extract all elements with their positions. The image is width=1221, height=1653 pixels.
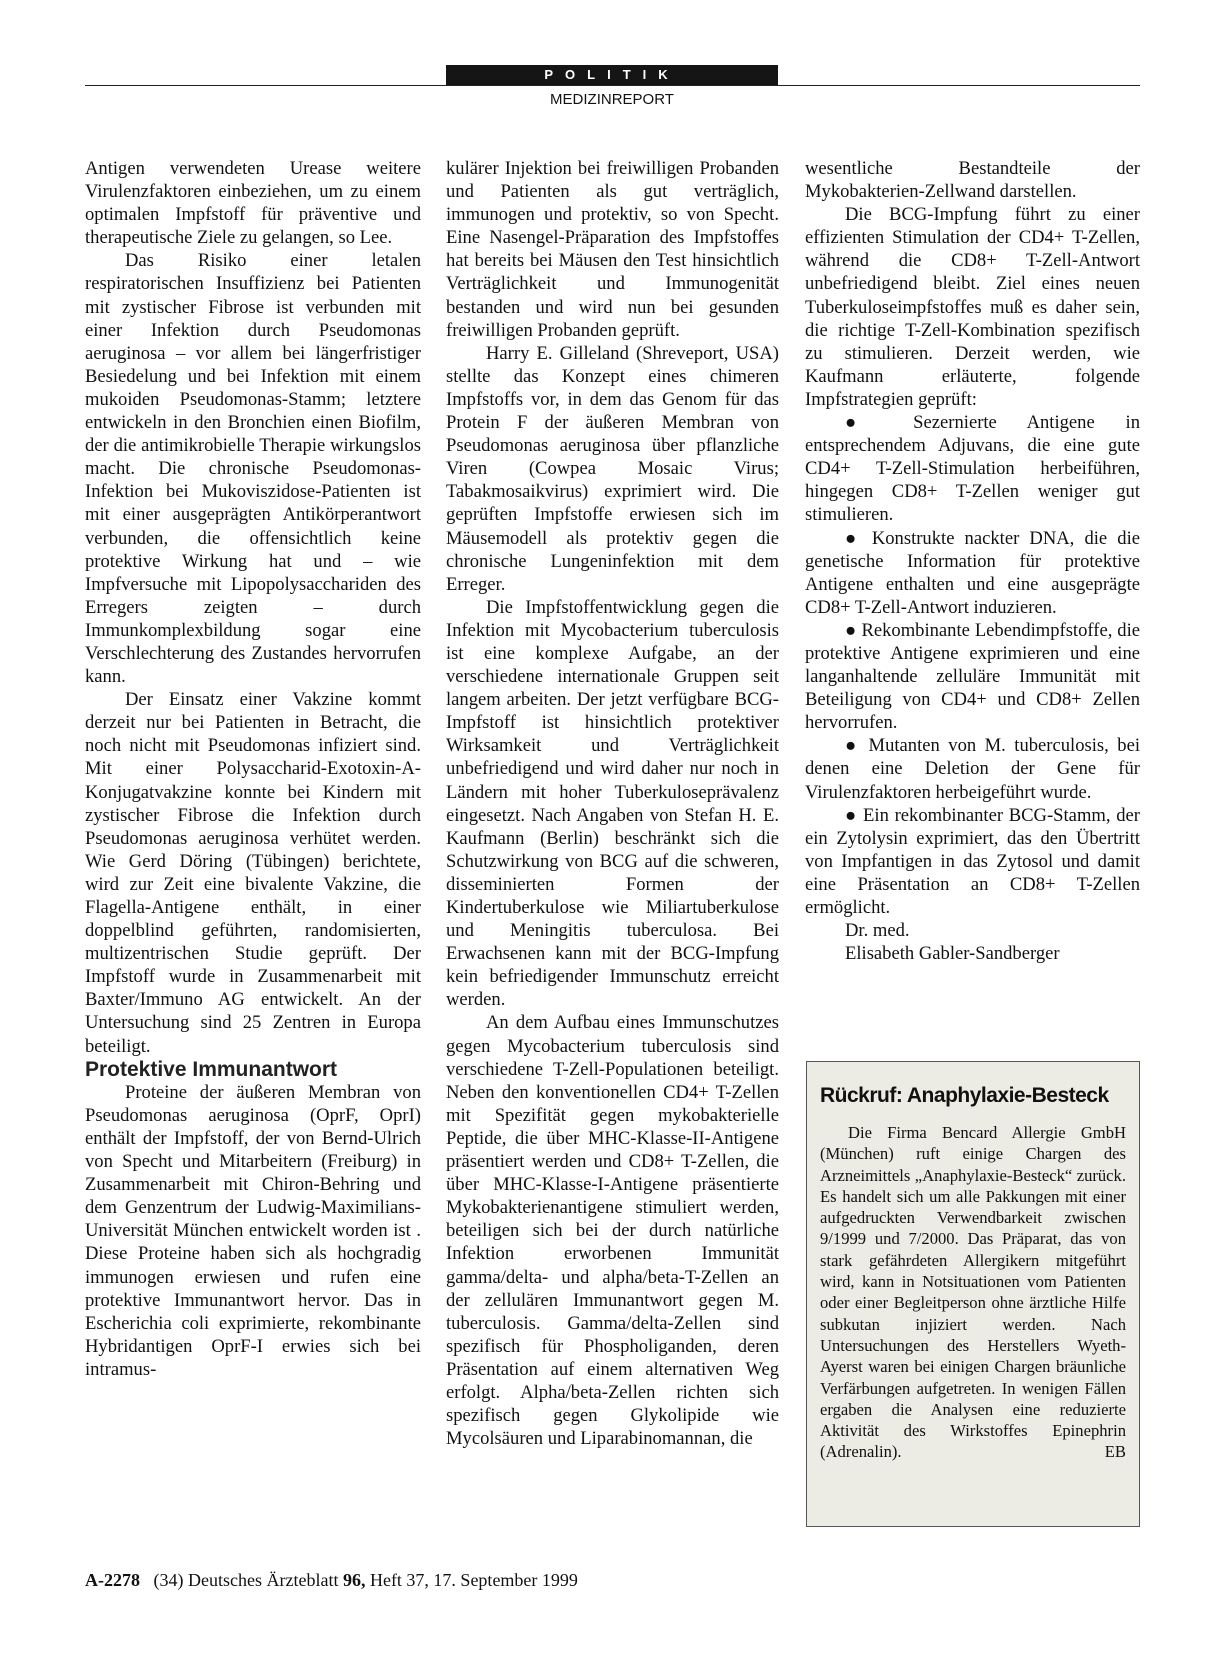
paragraph: Die BCG-Impfung führt zu einer effizienten Stimulation der CD4+ T-Zellen, während die CD8+ T-Zell-Antwort unbefriedigend bleibt. Ziel eines neuen Tuberkuloseimpfstoffes muß es daher sein, die richtige T-Zell-Kombination spezifisch zu stimulieren. Derzeit werden, wie Kaufmann erläuterte, folgende Impfstrategien geprüft: (805, 204, 1140, 410)
article-column-3 (805, 157, 1140, 965)
paragraph: Antigen verwendeten Urease weitere Virulenzfaktoren einbeziehen, um zu einem optimalen Impfstoff für präventive und therapeutische Ziele zu gelangen, so Lee. (85, 158, 421, 249)
author-name: Elisabeth Gabler-Sandberger (845, 943, 1060, 965)
paragraph: Der Einsatz einer Vakzine kommt derzeit nur bei Patienten in Betracht, die noch nicht mit Pseudomonas infiziert sind. Mit einer Polysaccharid-Exotoxin-A-Konjugatvakzine konnte bei Kindern mit zystischer Fibrose die Infektion durch Pseudomonas aeruginosa verhütet werden. Wie Gerd Döring (Tübingen) berichtete, wird zur Zeit eine bivalente Vakzine, die Flagella-Antigene enthält, in einer doppelblind geführten, randomisierten, multizentrischen Studie geprüft. Der Impfstoff wurde in Zusammenarbeit mit Baxter/Immuno AG entwickelt. An der Untersuchung sind 25 Zentren in Europa beteiligt. (85, 689, 421, 1057)
section-label: POLITIK (446, 65, 778, 85)
issue-page: (34) (153, 1570, 184, 1590)
page-footer (85, 1570, 578, 1591)
bullet-item: ● Mutanten von M. tuberculosis, bei denen eine Deletion der Gene für Virulenzfaktoren herbeigeführt wurde. (805, 735, 1140, 803)
author-title: Dr. med. (845, 920, 910, 942)
paragraph: Proteine der äußeren Membran von Pseudomonas aeruginosa (OprF, OprI) enthält der Impfstoff, der von Bernd-Ulrich von Specht und Mitarbeitern (Freiburg) in Zusammenarbeit mit Chiron-Behring und dem Genzentrum der Ludwig-Maximilians-Universität München entwickelt worden ist . Diese Proteine haben sich als hochgradig immunogen erwiesen und rufen eine protektive Immunantwort hervor. Das in Escherichia coli exprimierte, rekombinante Hybridantigen OprF-I erwies sich bei intramus- (85, 1081, 421, 1380)
bullet-item: ● Rekombinante Lebendimpfstoffe, die protektive Antigene exprimieren und eine langanhaltende zelluläre Immunität mit Beteiligung von CD4+ und CD8+ Zellen hervorrufen. (805, 619, 1140, 734)
subheading: Protektive Immunantwort (85, 1057, 338, 1081)
subsection-label: MEDIZINREPORT (550, 91, 674, 108)
bullet-item: ● Konstrukte nackter DNA, die die genetische Information für protektive Antigene enthalten und eine ausgeprägte CD8+ T-Zell-Antwort induzieren. (805, 527, 1140, 618)
paragraph: kulärer Injektion bei freiwilligen Probanden und Patienten als gut verträglich, immunogen und protektiv, so von Specht. Eine Nasengel-Präparation des Impfstoffes hat bereits bei Mäusen den Test hinsichtlich Verträglichkeit und Immunogenität bestanden und wird nun bei gesunden freiwilligen Probanden geprüft. (446, 158, 779, 341)
page-number: A-2278 (85, 1570, 140, 1590)
issue-date: Heft 37, 17. September 1999 (369, 1570, 578, 1590)
bullet-item: ● Ein rekombinanter BCG-Stamm, der ein Zytolysin exprimiert, das den Übertritt von Impfantigen in das Zytosol und damit eine Präsentation an CD8+ T-Zellen ermöglicht. (805, 804, 1140, 918)
recall-notice-box (806, 1061, 1140, 1527)
volume: 96, (342, 1570, 366, 1590)
header-rule (85, 85, 1140, 86)
box-text (820, 1122, 1126, 1463)
bullet-item: ● Sezernierte Antigene in entsprechendem Adjuvans, die eine gute CD4+ T-Zell-Stimulation herbeiführen, hingegen CD8+ T-Zellen weniger gut stimulieren. (805, 412, 1140, 526)
paragraph: Harry E. Gilleland (Shreveport, USA) stellte das Konzept eines chimeren Impfstoffs vor, in dem das Genom für das Protein F der äußeren Membran von Pseudomonas aeruginosa über pflanzliche Viren (Cowpea Mosaic Virus; Tabakmosaikvirus) exprimiert wird. Die geprüften Impfstoffe erwiesen sich im Mäusemodell als protektiv gegen die chronische Lungeninfektion mit dem Erreger. (446, 342, 779, 595)
box-title: Rückruf: Anaphylaxie-Besteck (820, 1084, 1109, 1107)
paragraph: An dem Aufbau eines Immunschutzes gegen Mycobacterium tuberculosis sind verschiedene T-Zell-Populationen beteiligt. Neben den konventionellen CD4+ T-Zellen mit Spezifität gegen mykobakterielle Peptide, die über MHC-Klasse-II-Antigene präsentiert werden und CD8+ T-Zellen, die über MHC-Klasse-I-Antigene präsentierte Mykobakterienantigene stimuliert werden, beteiligen sich bei der durch natürliche Infektion erworbenen Immunität gamma/delta- und alpha/beta-T-Zellen an der zellulären Immunantwort gegen M. tuberculosis. Gamma/delta-Zellen sind spezifisch für Phospholiganden, deren Präsentation auf einem alternativen Weg erfolgt. Alpha/beta-Zellen richten sich spezifisch gegen Glykolipide wie Mycolsäuren und Liparabinomannan, die (446, 1012, 779, 1450)
article-column-2 (446, 157, 779, 1450)
paragraph: Die Impfstoffentwicklung gegen die Infektion mit Mycobacterium tuberculosis ist eine komplexe Aufgabe, an der verschiedene internationale Gruppen seit langem arbeiten. Der jetzt verfügbare BCG-Impfstoff ist hinsichtlich protektiver Wirksamkeit und Verträglichkeit unbefriedigend und wird daher nur noch in Ländern mit hoher Tuberkuloseprävalenz eingesetzt. Nach Angaben von Stefan H. E. Kaufmann (Berlin) beschränkt sich die Schutzwirkung von BCG auf die schweren, disseminierten Formen der Kindertuberkulose wie Miliartuberkulose und Meningitis tuberculosa. Bei Erwachsenen kann mit der BCG-Impfung kein befriedigender Immunschutz erreicht werden. (446, 596, 779, 1011)
paragraph: wesentliche Bestandteile der Mykobakterien-Zellwand darstellen. (805, 158, 1140, 203)
article-column-1 (85, 157, 421, 1381)
journal-name: Deutsches Ärzteblatt (188, 1570, 339, 1590)
box-initials: EB (1104, 1442, 1126, 1462)
paragraph: Das Risiko einer letalen respiratorischen Insuffizienz bei Patienten mit zystischer Fibrose ist verbunden mit einer Infektion durch Pseudomonas aeruginosa – vor allem bei längerfristiger Besiedelung und bei Infektion mit einem mukoiden Pseudomonas-Stamm; letztere entwickeln in den Bronchien einen Biofilm, der die antimikrobielle Therapie wirkungslos macht. Die chronische Pseudomonas-Infektion bei Mukoviszidose-Patienten ist mit einer ausgeprägten Antikörperantwort verbunden, die offensichtlich keine protektive Wirkung hat und – wie Impfversuche mit Lipopolysacchariden des Erregers zeigten – durch Immunkomplexbildung sogar eine Verschlechterung des Zustandes hervorrufen kann. (85, 250, 421, 688)
box-body: Die Firma Bencard Allergie GmbH (München) ruft einige Chargen des Arzneimittels „Anaphylaxie-Besteck“ zurück. Es handelt sich um alle Pakkungen mit einer aufgedruckten Verwendbarkeit zwischen 9/1999 und 7/2000. Das Präparat, das von stark gefährdeten Allergikern mitgeführt wird, kann in Notsituationen vom Patienten oder einer Begleitperson ohne ärztliche Hilfe subkutan injiziert werden. Nach Untersuchungen des Herstellers Wyeth-Ayerst waren bei einigen Chargen bräunliche Verfärbungen aufgetreten. In wenigen Fällen ergaben die Analysen eine reduzierte Aktivität des Wirkstoffes Epinephrin (Adrenalin). (820, 1123, 1126, 1462)
